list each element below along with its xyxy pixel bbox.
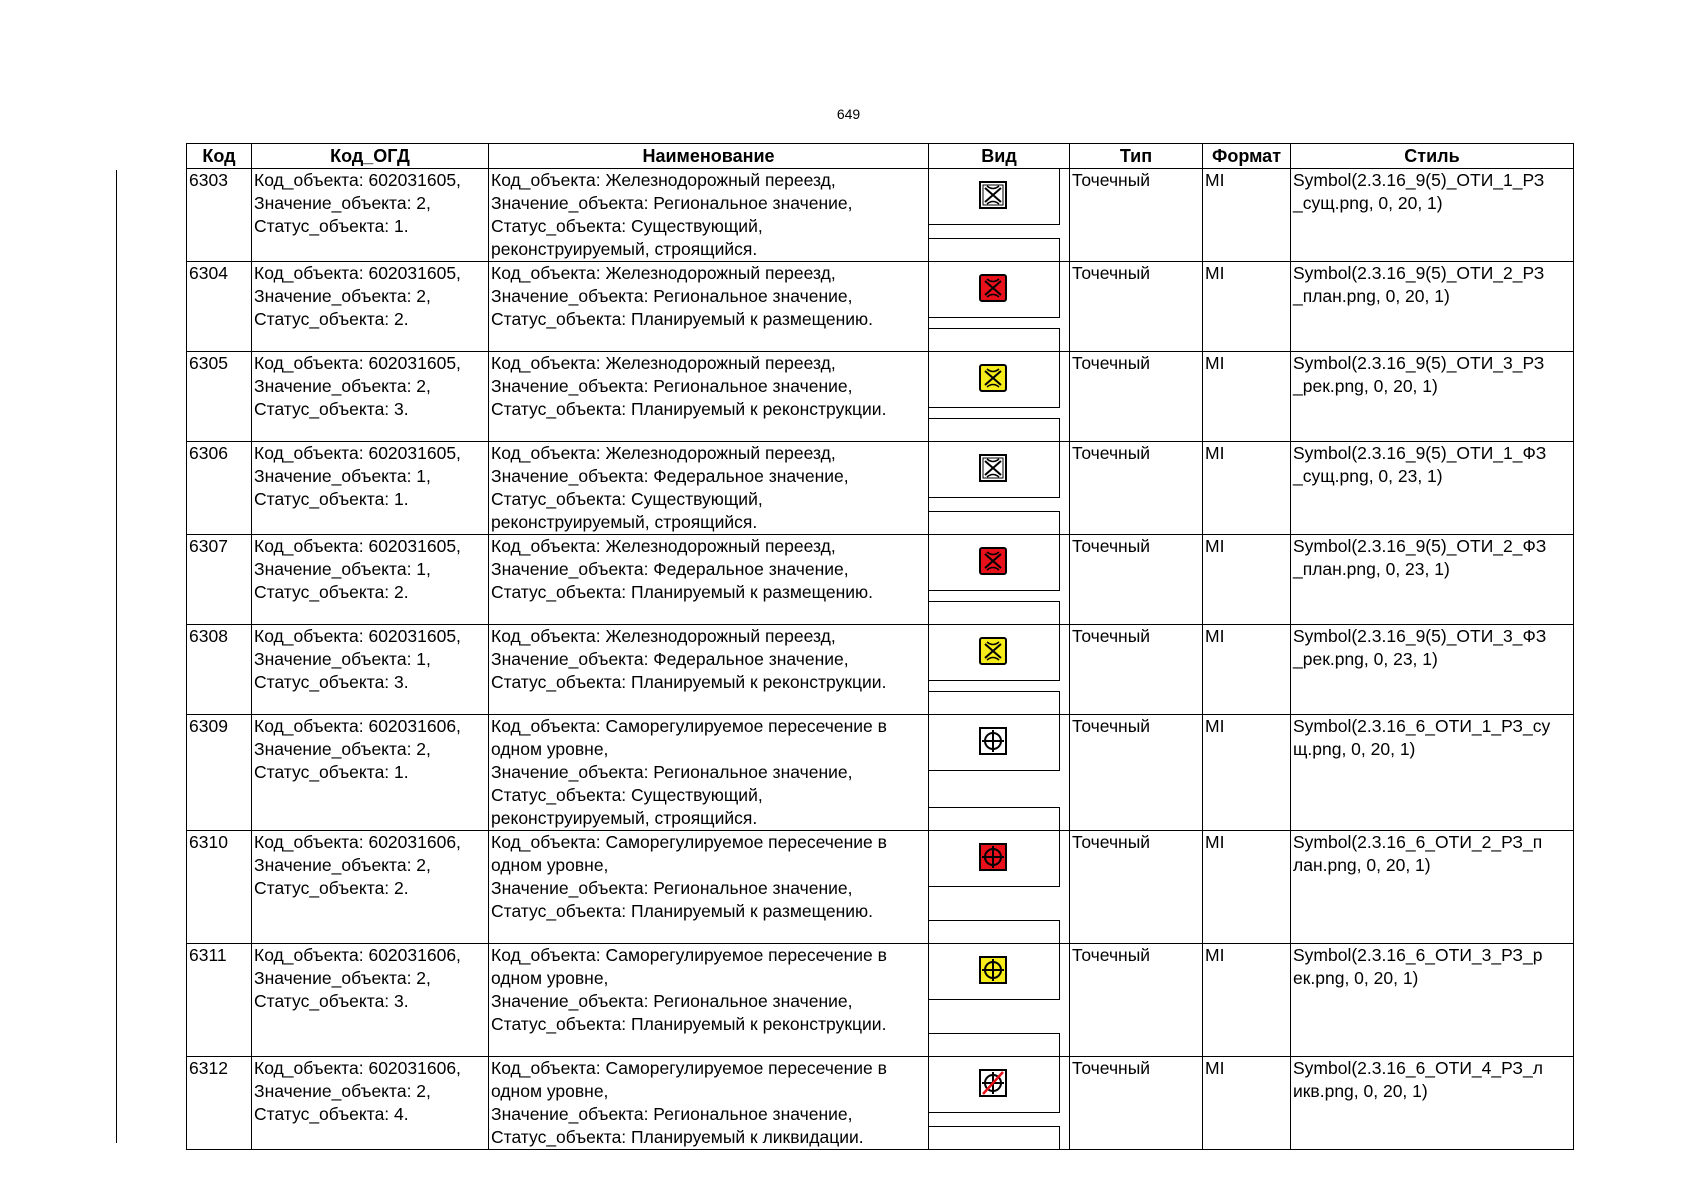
symbol-preview-lower-box <box>929 807 1060 830</box>
cell-ogd-code: Код_объекта: 602031606, Значение_объекта: 2, Статус_объекта: 1. <box>252 715 489 831</box>
cell-code: 6307 <box>187 535 252 625</box>
cell-style: Symbol(2.3.16_6_ОТИ_1_РЗ_су щ.png, 0, 20, 1) <box>1291 715 1574 831</box>
symbol-preview-box <box>929 1057 1060 1113</box>
cell-format: MI <box>1203 352 1291 442</box>
header-type: Тип <box>1070 144 1203 169</box>
cell-code: 6310 <box>187 831 252 944</box>
cell-view <box>929 352 1070 442</box>
cell-code: 6309 <box>187 715 252 831</box>
symbol-preview-box <box>929 625 1060 681</box>
cell-type: Точечный <box>1070 831 1203 944</box>
header-format: Формат <box>1203 144 1291 169</box>
cell-style: Symbol(2.3.16_9(5)_ОТИ_3_ФЗ _рек.png, 0, 23, 1) <box>1291 625 1574 715</box>
cell-format: MI <box>1203 169 1291 262</box>
cell-type: Точечный <box>1070 169 1203 262</box>
cell-format: MI <box>1203 715 1291 831</box>
symbol-preview-box <box>929 944 1060 1000</box>
cell-format: MI <box>1203 262 1291 352</box>
header-name: Наименование <box>489 144 929 169</box>
cell-format: MI <box>1203 442 1291 535</box>
cell-format: MI <box>1203 1057 1291 1150</box>
cell-style: Symbol(2.3.16_9(5)_ОТИ_1_РЗ _сущ.png, 0, 20, 1) <box>1291 169 1574 262</box>
cell-view <box>929 831 1070 944</box>
cell-style: Symbol(2.3.16_9(5)_ОТИ_3_РЗ _рек.png, 0, 20, 1) <box>1291 352 1574 442</box>
cell-name: Код_объекта: Саморегулируемое пересечение в одном уровне, Значение_объекта: Региональное значение, Статус_объекта: Планируемый к реконструкции. <box>489 944 929 1057</box>
cell-ogd-code: Код_объекта: 602031605, Значение_объекта: 1, Статус_объекта: 2. <box>252 535 489 625</box>
table-header-row <box>187 144 1574 169</box>
cell-name: Код_объекта: Железнодорожный переезд, Значение_объекта: Региональное значение, Статус_объекта: Планируемый к реконструкции. <box>489 352 929 442</box>
cell-type: Точечный <box>1070 535 1203 625</box>
symbol-preview-lower-box <box>929 1033 1060 1056</box>
cell-type: Точечный <box>1070 715 1203 831</box>
cell-style: Symbol(2.3.16_6_ОТИ_2_РЗ_п лан.png, 0, 20, 1) <box>1291 831 1574 944</box>
cell-style: Symbol(2.3.16_9(5)_ОТИ_2_ФЗ _план.png, 0, 23, 1) <box>1291 535 1574 625</box>
cell-format: MI <box>1203 831 1291 944</box>
symbol-preview-box <box>929 715 1060 771</box>
cell-format: MI <box>1203 944 1291 1057</box>
header-ogd-code: Код_ОГД <box>252 144 489 169</box>
margin-line <box>116 170 117 1143</box>
cell-name: Код_объекта: Железнодорожный переезд, Значение_объекта: Федеральное значение, Статус_объекта: Существующий, реконструируемый, строящийся. <box>489 442 929 535</box>
cell-view <box>929 262 1070 352</box>
cell-name: Код_объекта: Саморегулируемое пересечение в одном уровне, Значение_объекта: Региональное значение, Статус_объекта: Планируемый к ликвидации. <box>489 1057 929 1150</box>
cell-type: Точечный <box>1070 1057 1203 1150</box>
symbol-preview-box <box>929 535 1060 591</box>
cell-type: Точечный <box>1070 625 1203 715</box>
header-style: Стиль <box>1291 144 1574 169</box>
cell-ogd-code: Код_объекта: 602031605, Значение_объекта: 2, Статус_объекта: 1. <box>252 169 489 262</box>
table-row <box>187 1057 1574 1150</box>
symbol-preview-lower-box <box>929 238 1060 261</box>
cell-view <box>929 535 1070 625</box>
cell-ogd-code: Код_объекта: 602031605, Значение_объекта: 2, Статус_объекта: 2. <box>252 262 489 352</box>
cell-type: Точечный <box>1070 944 1203 1057</box>
table-row <box>187 169 1574 262</box>
symbol-preview-lower-box <box>929 1126 1060 1149</box>
cell-style: Symbol(2.3.16_9(5)_ОТИ_2_РЗ _план.png, 0, 20, 1) <box>1291 262 1574 352</box>
cell-name: Код_объекта: Железнодорожный переезд, Значение_объекта: Региональное значение, Статус_объекта: Планируемый к размещению. <box>489 262 929 352</box>
symbol-preview-box <box>929 831 1060 887</box>
cell-name: Код_объекта: Железнодорожный переезд, Значение_объекта: Региональное значение, Статус_объекта: Существующий, реконструируемый, строящийся. <box>489 169 929 262</box>
symbol-preview-lower-box <box>929 920 1060 943</box>
cell-view <box>929 442 1070 535</box>
cell-style: Symbol(2.3.16_6_ОТИ_3_РЗ_р ек.png, 0, 20, 1) <box>1291 944 1574 1057</box>
table-row <box>187 944 1574 1057</box>
cell-view <box>929 944 1070 1057</box>
symbol-preview-lower-box <box>929 418 1060 441</box>
cell-view <box>929 169 1070 262</box>
cell-name: Код_объекта: Саморегулируемое пересечение в одном уровне, Значение_объекта: Региональное значение, Статус_объекта: Планируемый к размещению. <box>489 831 929 944</box>
cell-view <box>929 625 1070 715</box>
table-row <box>187 352 1574 442</box>
symbol-preview-box <box>929 169 1060 225</box>
table-row <box>187 625 1574 715</box>
cell-format: MI <box>1203 625 1291 715</box>
cell-style: Symbol(2.3.16_9(5)_ОТИ_1_ФЗ _сущ.png, 0, 23, 1) <box>1291 442 1574 535</box>
cell-style: Symbol(2.3.16_6_ОТИ_4_РЗ_л икв.png, 0, 20, 1) <box>1291 1057 1574 1150</box>
cell-view <box>929 1057 1070 1150</box>
table-row <box>187 262 1574 352</box>
cell-type: Точечный <box>1070 262 1203 352</box>
symbol-preview-lower-box <box>929 601 1060 624</box>
symbol-preview-lower-box <box>929 328 1060 351</box>
cell-code: 6311 <box>187 944 252 1057</box>
cell-view <box>929 715 1070 831</box>
symbol-preview-box <box>929 442 1060 498</box>
symbol-registry-table <box>186 143 1574 1150</box>
cell-type: Точечный <box>1070 352 1203 442</box>
cell-ogd-code: Код_объекта: 602031606, Значение_объекта: 2, Статус_объекта: 4. <box>252 1057 489 1150</box>
cell-name: Код_объекта: Железнодорожный переезд, Значение_объекта: Федеральное значение, Статус_объекта: Планируемый к размещению. <box>489 535 929 625</box>
symbol-preview-lower-box <box>929 691 1060 714</box>
page-number: 649 <box>836 106 861 122</box>
cell-name: Код_объекта: Железнодорожный переезд, Значение_объекта: Федеральное значение, Статус_объекта: Планируемый к реконструкции. <box>489 625 929 715</box>
cell-code: 6304 <box>187 262 252 352</box>
cell-ogd-code: Код_объекта: 602031606, Значение_объекта: 2, Статус_объекта: 3. <box>252 944 489 1057</box>
cell-code: 6305 <box>187 352 252 442</box>
cell-type: Точечный <box>1070 442 1203 535</box>
table-row <box>187 535 1574 625</box>
cell-ogd-code: Код_объекта: 602031606, Значение_объекта: 2, Статус_объекта: 2. <box>252 831 489 944</box>
cell-code: 6308 <box>187 625 252 715</box>
table-row <box>187 831 1574 944</box>
cell-code: 6303 <box>187 169 252 262</box>
cell-ogd-code: Код_объекта: 602031605, Значение_объекта: 2, Статус_объекта: 3. <box>252 352 489 442</box>
cell-format: MI <box>1203 535 1291 625</box>
symbol-preview-box <box>929 262 1060 318</box>
cell-name: Код_объекта: Саморегулируемое пересечение в одном уровне, Значение_объекта: Региональное значение, Статус_объекта: Существующий, реконструируемый, строящийся. <box>489 715 929 831</box>
table-row <box>187 715 1574 831</box>
symbol-preview-lower-box <box>929 511 1060 534</box>
table-row <box>187 442 1574 535</box>
cell-ogd-code: Код_объекта: 602031605, Значение_объекта: 1, Статус_объекта: 3. <box>252 625 489 715</box>
header-code: Код <box>187 144 252 169</box>
cell-code: 6312 <box>187 1057 252 1150</box>
cell-code: 6306 <box>187 442 252 535</box>
symbol-preview-box <box>929 352 1060 408</box>
cell-ogd-code: Код_объекта: 602031605, Значение_объекта: 1, Статус_объекта: 1. <box>252 442 489 535</box>
header-view: Вид <box>929 144 1070 169</box>
